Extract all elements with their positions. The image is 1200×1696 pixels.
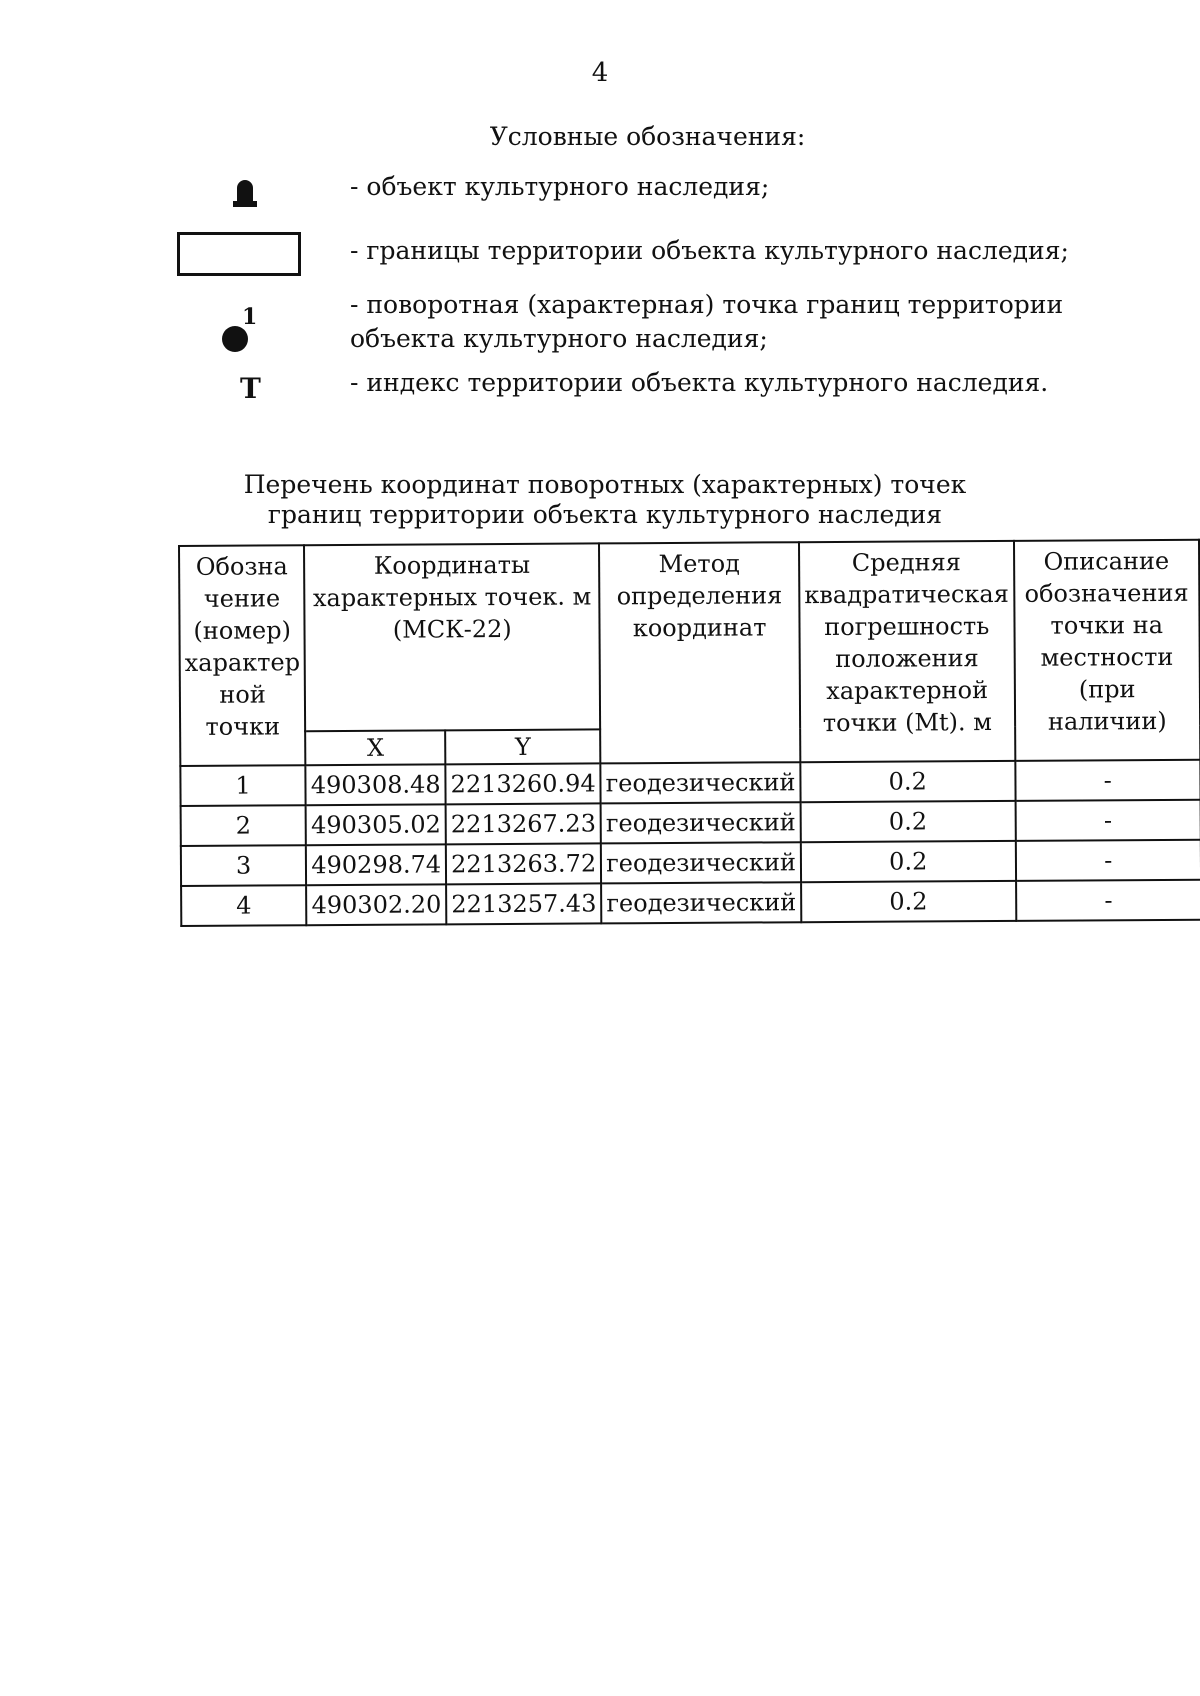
cell-y: 2213267.23 [446,803,601,844]
table-row [181,800,1200,846]
cell-description: - [1016,880,1200,921]
cell-method: геодезический [601,842,801,883]
cell-method: геодезический [601,802,801,843]
cell-y: 2213260.94 [446,763,601,804]
cell-error: 0.2 [801,881,1016,922]
header-number: Обозна чение (номер) характер ной точки [179,545,306,766]
table-title [0,470,1200,530]
cell-description: - [1015,800,1200,841]
cell-number: 1 [180,765,306,806]
header-error: Средняя квадратическая погрешность положения характерной точки (Mt). м [799,541,1015,762]
cell-error: 0.2 [801,801,1016,842]
header-coordinates: Координаты характерных точек. м (МСК-22) [304,543,600,731]
territory-index-icon: Т [240,372,261,405]
table-row [181,880,1200,926]
cell-x: 490305.02 [306,804,446,845]
table-row [180,760,1200,806]
cell-description: - [1015,760,1200,801]
page-number: 4 [591,58,609,88]
cell-method: геодезический [601,762,801,803]
cell-x: 490308.48 [306,764,446,805]
table-title-line2: границ территории объекта культурного наследия [267,500,943,529]
monument-icon [237,180,253,206]
cell-y: 2213263.72 [446,843,601,884]
cell-y: 2213257.43 [446,883,601,924]
cell-x: 490302.20 [306,884,446,925]
legend-text: - границы территории объекта культурного наследия; [350,236,1069,265]
header-y: Y [445,729,600,764]
cell-number: 4 [181,885,307,926]
cell-description: - [1015,840,1200,881]
boundary-rectangle-icon [177,232,301,276]
header-method: Метод определения координат [599,542,800,763]
cell-error: 0.2 [800,761,1015,802]
cell-error: 0.2 [801,841,1016,882]
table-row [181,840,1200,886]
turning-point-label: 1 [242,304,258,330]
legend-text: - объект культурного наследия; [350,172,770,201]
header-x: X [305,730,445,765]
cell-number: 2 [181,805,307,846]
legend-text: - индекс территории объекта культурного наследия. [350,368,1049,397]
header-description: Описание обозначения точки на местности (при наличии) [1014,540,1200,761]
coordinates-table [178,539,1200,927]
table-title-line1: Перечень координат поворотных (характерных) точек [243,470,967,499]
cell-method: геодезический [601,882,801,923]
turning-point-icon [222,304,258,352]
cell-x: 490298.74 [306,844,446,885]
legend-text: - поворотная (характерная) точка границ территории объекта культурного наследия; [350,290,1064,353]
cell-number: 3 [181,845,307,886]
legend-title: Условные обозначения: [489,122,806,151]
